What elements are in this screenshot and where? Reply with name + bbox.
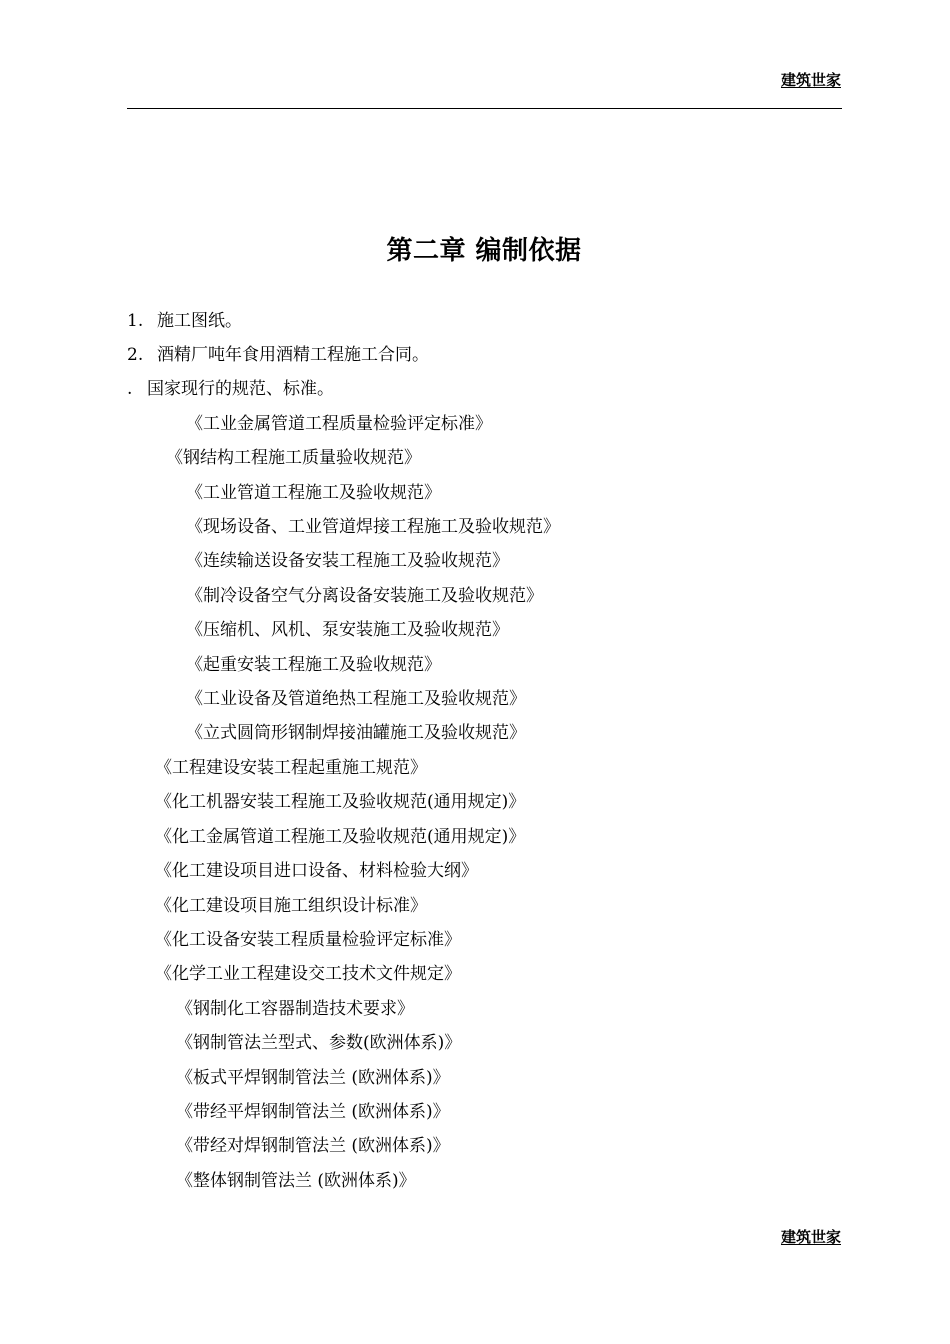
list-item: [127, 311, 242, 331]
standard-item: 《化工建设项目施工组织设计标准》: [155, 896, 427, 916]
standard-item: 《化工机器安装工程施工及验收规范(通用规定)》: [155, 792, 526, 812]
standard-item: 《化工建设项目进口设备、材料检验大纲》: [155, 861, 478, 881]
standard-item: 《起重安装工程施工及验收规范》: [186, 655, 441, 675]
standard-item: 《连续输送设备安装工程施工及验收规范》: [186, 551, 509, 571]
list-item: [127, 345, 429, 365]
item-number: 2.: [127, 345, 144, 365]
standard-item: 《板式平焊钢制管法兰 (欧洲体系)》: [176, 1068, 450, 1088]
standard-item: 《工业金属管道工程质量检验评定标准》: [186, 414, 492, 434]
standard-item: 《工业管道工程施工及验收规范》: [186, 483, 441, 503]
standard-item: 《制冷设备空气分离设备安装施工及验收规范》: [186, 586, 543, 606]
footer-brand: 建筑世家: [780, 1228, 841, 1246]
standard-item: 《工业设备及管道绝热工程施工及验收规范》: [186, 689, 526, 709]
standard-item: 《带经平焊钢制管法兰 (欧洲体系)》: [176, 1102, 450, 1122]
item-text: 酒精厂吨年食用酒精工程施工合同。: [157, 345, 429, 365]
standard-item: 《化工设备安装工程质量检验评定标准》: [155, 930, 461, 950]
standard-item: 《钢结构工程施工质量验收规范》: [166, 448, 421, 468]
standard-item: 《现场设备、工业管道焊接工程施工及验收规范》: [186, 517, 560, 537]
header-divider: [127, 108, 842, 109]
item-text: 施工图纸。: [157, 311, 242, 331]
standard-item: 《钢制管法兰型式、参数(欧洲体系)》: [176, 1033, 462, 1053]
header-brand: 建筑世家: [780, 71, 841, 89]
standard-item: 《整体钢制管法兰 (欧洲体系)》: [176, 1171, 416, 1191]
standard-item: 《钢制化工容器制造技术要求》: [176, 999, 414, 1019]
standard-item: 《带经对焊钢制管法兰 (欧洲体系)》: [176, 1136, 450, 1156]
standard-item: 《压缩机、风机、泵安装施工及验收规范》: [186, 620, 509, 640]
item-number: .: [127, 379, 133, 399]
standard-item: 《化学工业工程建设交工技术文件规定》: [155, 964, 461, 984]
chapter-title: 第二章 编制依据: [386, 236, 582, 266]
standard-item: 《化工金属管道工程施工及验收规范(通用规定)》: [155, 827, 526, 847]
item-number: 1.: [127, 311, 144, 331]
standard-item: 《工程建设安装工程起重施工规范》: [155, 758, 427, 778]
item-text: 国家现行的规范、标准。: [147, 379, 334, 399]
list-item: [127, 379, 334, 399]
standard-item: 《立式圆筒形钢制焊接油罐施工及验收规范》: [186, 723, 526, 743]
